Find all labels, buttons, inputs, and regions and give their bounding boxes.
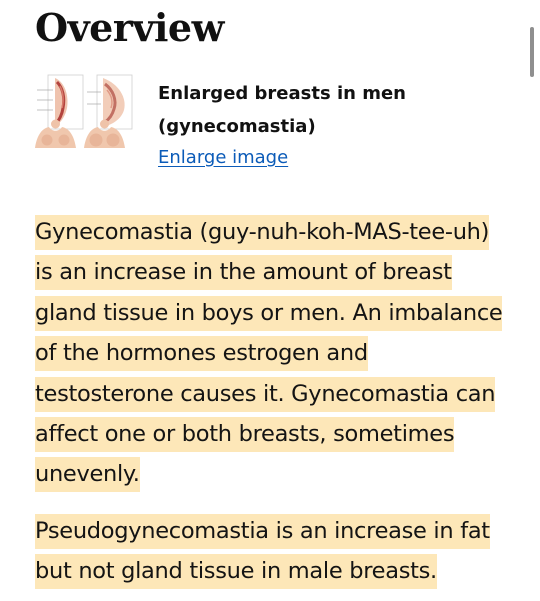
figure-block: [35, 72, 495, 182]
figure-title-line2: (gynecomastia): [158, 116, 316, 137]
figure-caption: [158, 77, 488, 171]
figure-title-line1: Enlarged breasts in men: [158, 83, 406, 104]
body-paragraph-2: [35, 511, 505, 592]
scrollbar-thumb[interactable]: [530, 27, 534, 77]
highlighted-text: Gynecomastia (guy-nuh-koh-MAS-tee-uh) is an increase in the amount of breast gland tissue in boys or men. An imbalance of the hormones estrogen and testosterone causes it. Gynecomastia can affect one or both breasts, sometimes unevenly.: [35, 215, 502, 492]
enlarge-image-link[interactable]: Enlarge image: [158, 147, 289, 168]
highlighted-text: Pseudogynecomastia is an increase in fat but not gland tissue in male breasts.: [35, 514, 490, 589]
anatomy-illustration-icon[interactable]: [35, 72, 137, 150]
body-paragraph-1: [35, 212, 505, 495]
section-heading: Overview: [35, 5, 224, 50]
